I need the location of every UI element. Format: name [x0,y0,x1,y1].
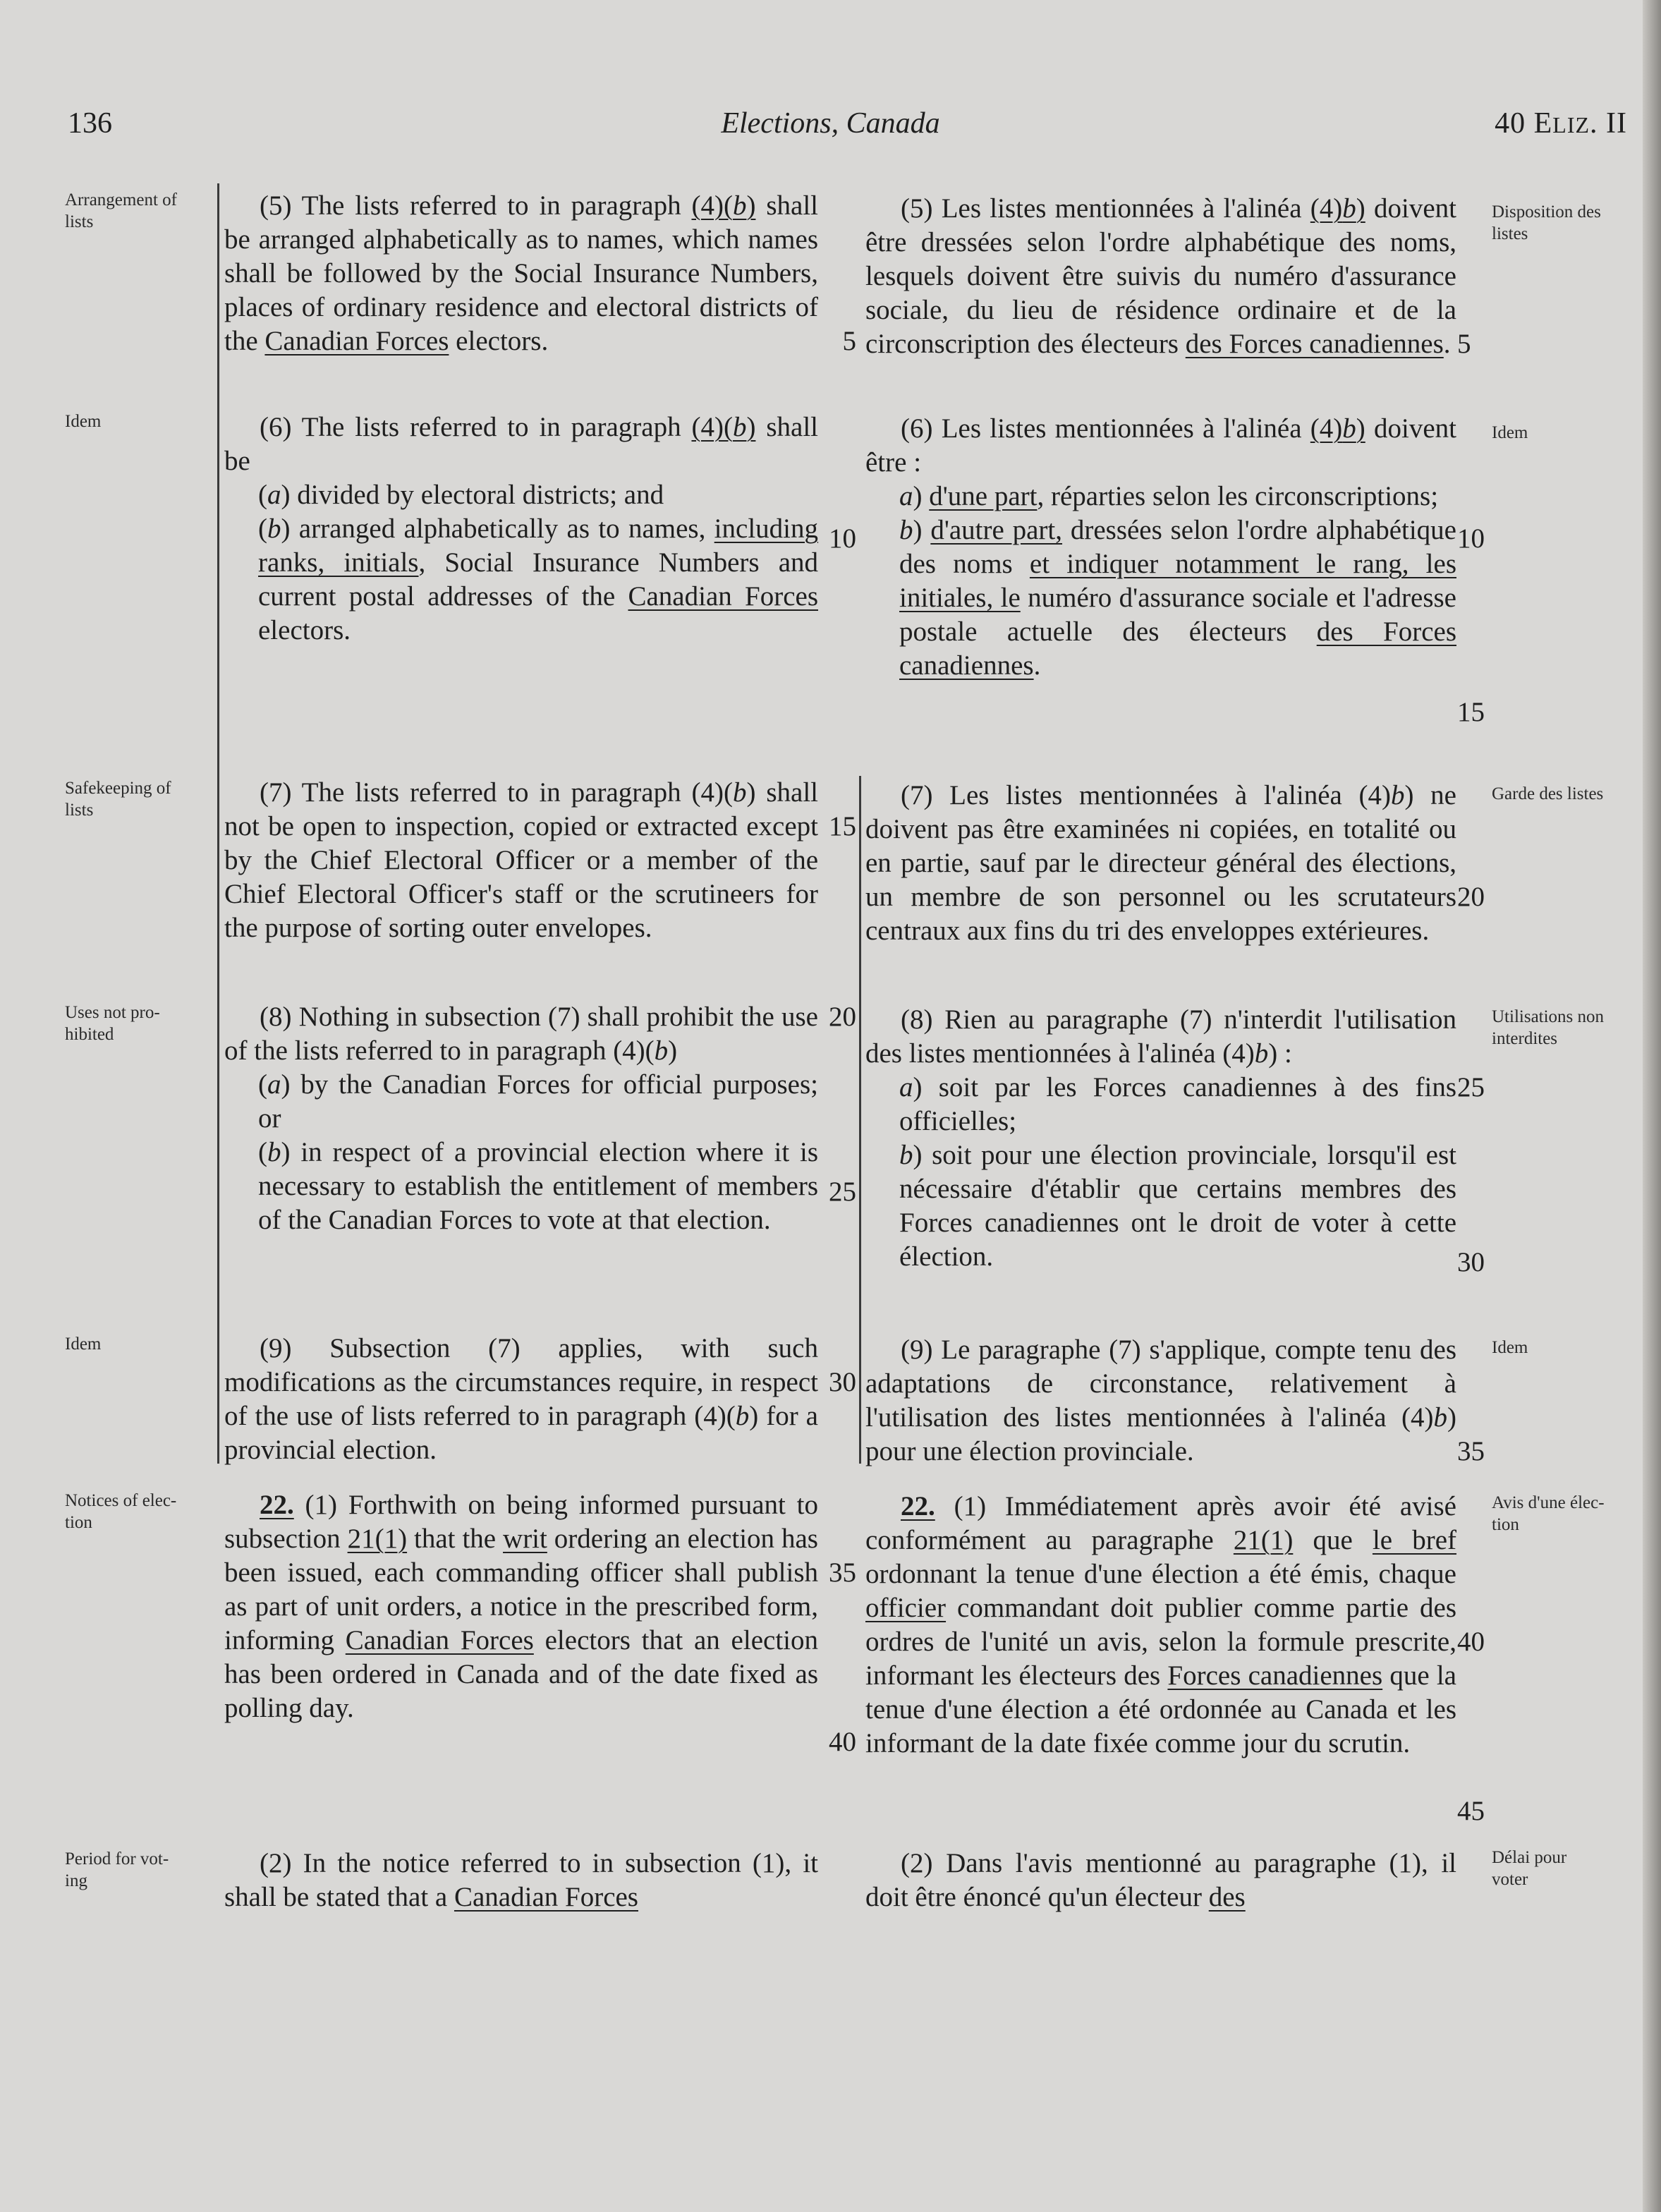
margin-note-fr-2: Idem [1492,423,1528,442]
page-number: 136 [68,107,112,140]
en-subsection-8: (8) Nothing in subsection (7) shall prohibit the use of the lists referred to in paragraph (4)(b) (a) by the Canadian Forces for official purposes; or (b) in respect of a provincial election where it is necessary to establish the entitlement of members of the Canadian Forces to vote at that election. [224,1002,818,1235]
margin-note-fr-6: Avis d'une élec- tion [1492,1493,1605,1534]
line-number-fr: 10 [1457,523,1485,554]
fr-subsection-8: (8) Rien au paragraphe (7) n'interdit l'utilisation des listes mentionnées à l'alinéa (4)b) : a) soit par les Forces canadiennes à des fins officielles; b) soit pour une élection provinciale, lorsqu'il est nécessaire d'établir que certains membres des Forces canadiennes ont le droit de voter à cette élection. [865,1004,1456,1272]
fr-subsection-7: (7) Les listes mentionnées à l'alinéa (4)b) ne doivent pas être examinées ni copiées, en totalité ou en partie, sauf par le directeur général des élections, un membre de son personnel ou les scrutateurs centraux aux fins du tri des enveloppes extérieures. [865,780,1456,946]
margin-note-en-5: Idem [65,1335,102,1354]
margin-note-en-4: Uses not pro- hibited [65,1003,160,1044]
fr-subsection-6: (6) Les listes mentionnées à l'alinéa (4)b) doivent être : a) d'une part, réparties selon les circonscriptions; b) d'autre part, dressées selon l'ordre alphabétique des noms et indiquer notamment le rang, les initiales, le numéro d'assurance sociale et l'adresse postale actuelle des électeurs des Forces canadiennes. [865,413,1457,681]
line-number-en: 40 [829,1727,856,1757]
fr-subsection-9: (9) Le paragraphe (7) s'applique, compte tenu des adaptations de circonstance, relativement à l'utilisation des listes mentionnées à l'alinéa (4)b) pour une élection provinciale. [865,1335,1456,1466]
line-number-en: 20 [829,1002,856,1032]
en-section-22-1: 22. (1) Forthwith on being informed pursuant to subsection 21(1) that the writ ordering an election has been issued, each commanding officer shall publish as part of unit orders, a notice in the prescribed form, informing Canadian Forces electors that an election has been ordered in Canada and of the date fixed as polling day. [224,1490,818,1723]
en-subsection-9: (9) Subsection (7) applies, with such modifications as the circumstances require, in respect of the use of lists referred to in paragraph (4)(b) for a provincial election. [224,1333,818,1465]
en-subsection-6: (6) The lists referred to in paragraph (4)(b) shall be (a) divided by electoral districts; and (b) arranged alphabetically as to names, including ranks, initials, Social Insurance Numbers and current postal addresses of the Canadian Forces electors. [224,412,818,645]
regnal-year: 40 ELIZ. II [1495,107,1627,140]
line-number-en: 10 [829,523,856,554]
fr-section-22-2: (2) Dans l'avis mentionné au paragraphe (1), il doit être énoncé qu'un électeur des [865,1848,1456,1912]
line-number-en: 5 [842,326,856,356]
en-section-22-2: (2) In the notice referred to in subsection (1), it shall be stated that a Canadian Forces [224,1848,818,1912]
line-number-en: 25 [829,1177,856,1207]
line-number-fr: 40 [1457,1627,1485,1657]
line-number-fr: 35 [1457,1436,1485,1466]
line-number-en: 30 [829,1367,856,1397]
line-number-fr: 30 [1457,1247,1485,1277]
page-edge [1643,0,1661,2212]
page-title: Elections, Canada [721,107,940,140]
line-number-fr: 5 [1457,329,1471,359]
margin-note-en-3: Safekeeping of lists [65,779,171,820]
margin-note-fr-3: Garde des listes [1492,784,1604,803]
line-number-fr: 15 [1457,697,1485,727]
amendment-rule-fr [859,776,861,1464]
fr-subsection-5: (5) Les listes mentionnées à l'alinéa (4)b) doivent être dressées selon l'ordre alphabétique des noms, lesquels doivent être suivis du numéro d'assurance sociale, du lieu de résidence ordinaire et de la circonscription des électeurs des Forces canadiennes. [865,193,1457,359]
line-number-fr: 25 [1457,1072,1485,1102]
margin-note-en-1: Arrangement of lists [65,190,177,231]
margin-note-fr-7: Délai pour voter [1492,1848,1567,1889]
line-number-fr: 20 [1457,882,1485,912]
fr-section-22-1: 22. (1) Immédiatement après avoir été avisé conformément au paragraphe 21(1) que le bref ordonnant la tenue d'une élection a été émis, chaque officier commandant doit publier comme partie des ordres de l'unité un avis, selon la formule prescrite, informant les électeurs des Forces canadiennes que la tenue d'une élection a été ordonnée au Canada et les informant de la date fixée comme jour du scrutin. [865,1491,1457,1758]
margin-note-en-6: Notices of elec- tion [65,1491,177,1532]
margin-note-fr-5: Idem [1492,1338,1528,1357]
margin-note-en-7: Period for vot- ing [65,1849,169,1890]
line-number-en: 15 [829,811,856,841]
line-number-fr: 45 [1457,1796,1485,1826]
margin-note-en-2: Idem [65,412,102,431]
amendment-rule-en [217,183,219,1464]
en-subsection-5: (5) The lists referred to in paragraph (4)(b) shall be arranged alphabetically as to names, which names shall be followed by the Social Insurance Numbers, places of ordinary residence and electoral districts of the Canadian Forces electors. [224,190,818,356]
line-number-en: 35 [829,1557,856,1588]
en-subsection-7: (7) The lists referred to in paragraph (4)(b) shall not be open to inspection, copied or extracted except by the Chief Electoral Officer or a member of the Chief Electoral Officer's staff or the scrutineers for the purpose of sorting outer envelopes. [224,777,818,943]
margin-note-fr-1: Disposition des listes [1492,202,1601,243]
margin-note-fr-4: Utilisations non interdites [1492,1007,1605,1048]
